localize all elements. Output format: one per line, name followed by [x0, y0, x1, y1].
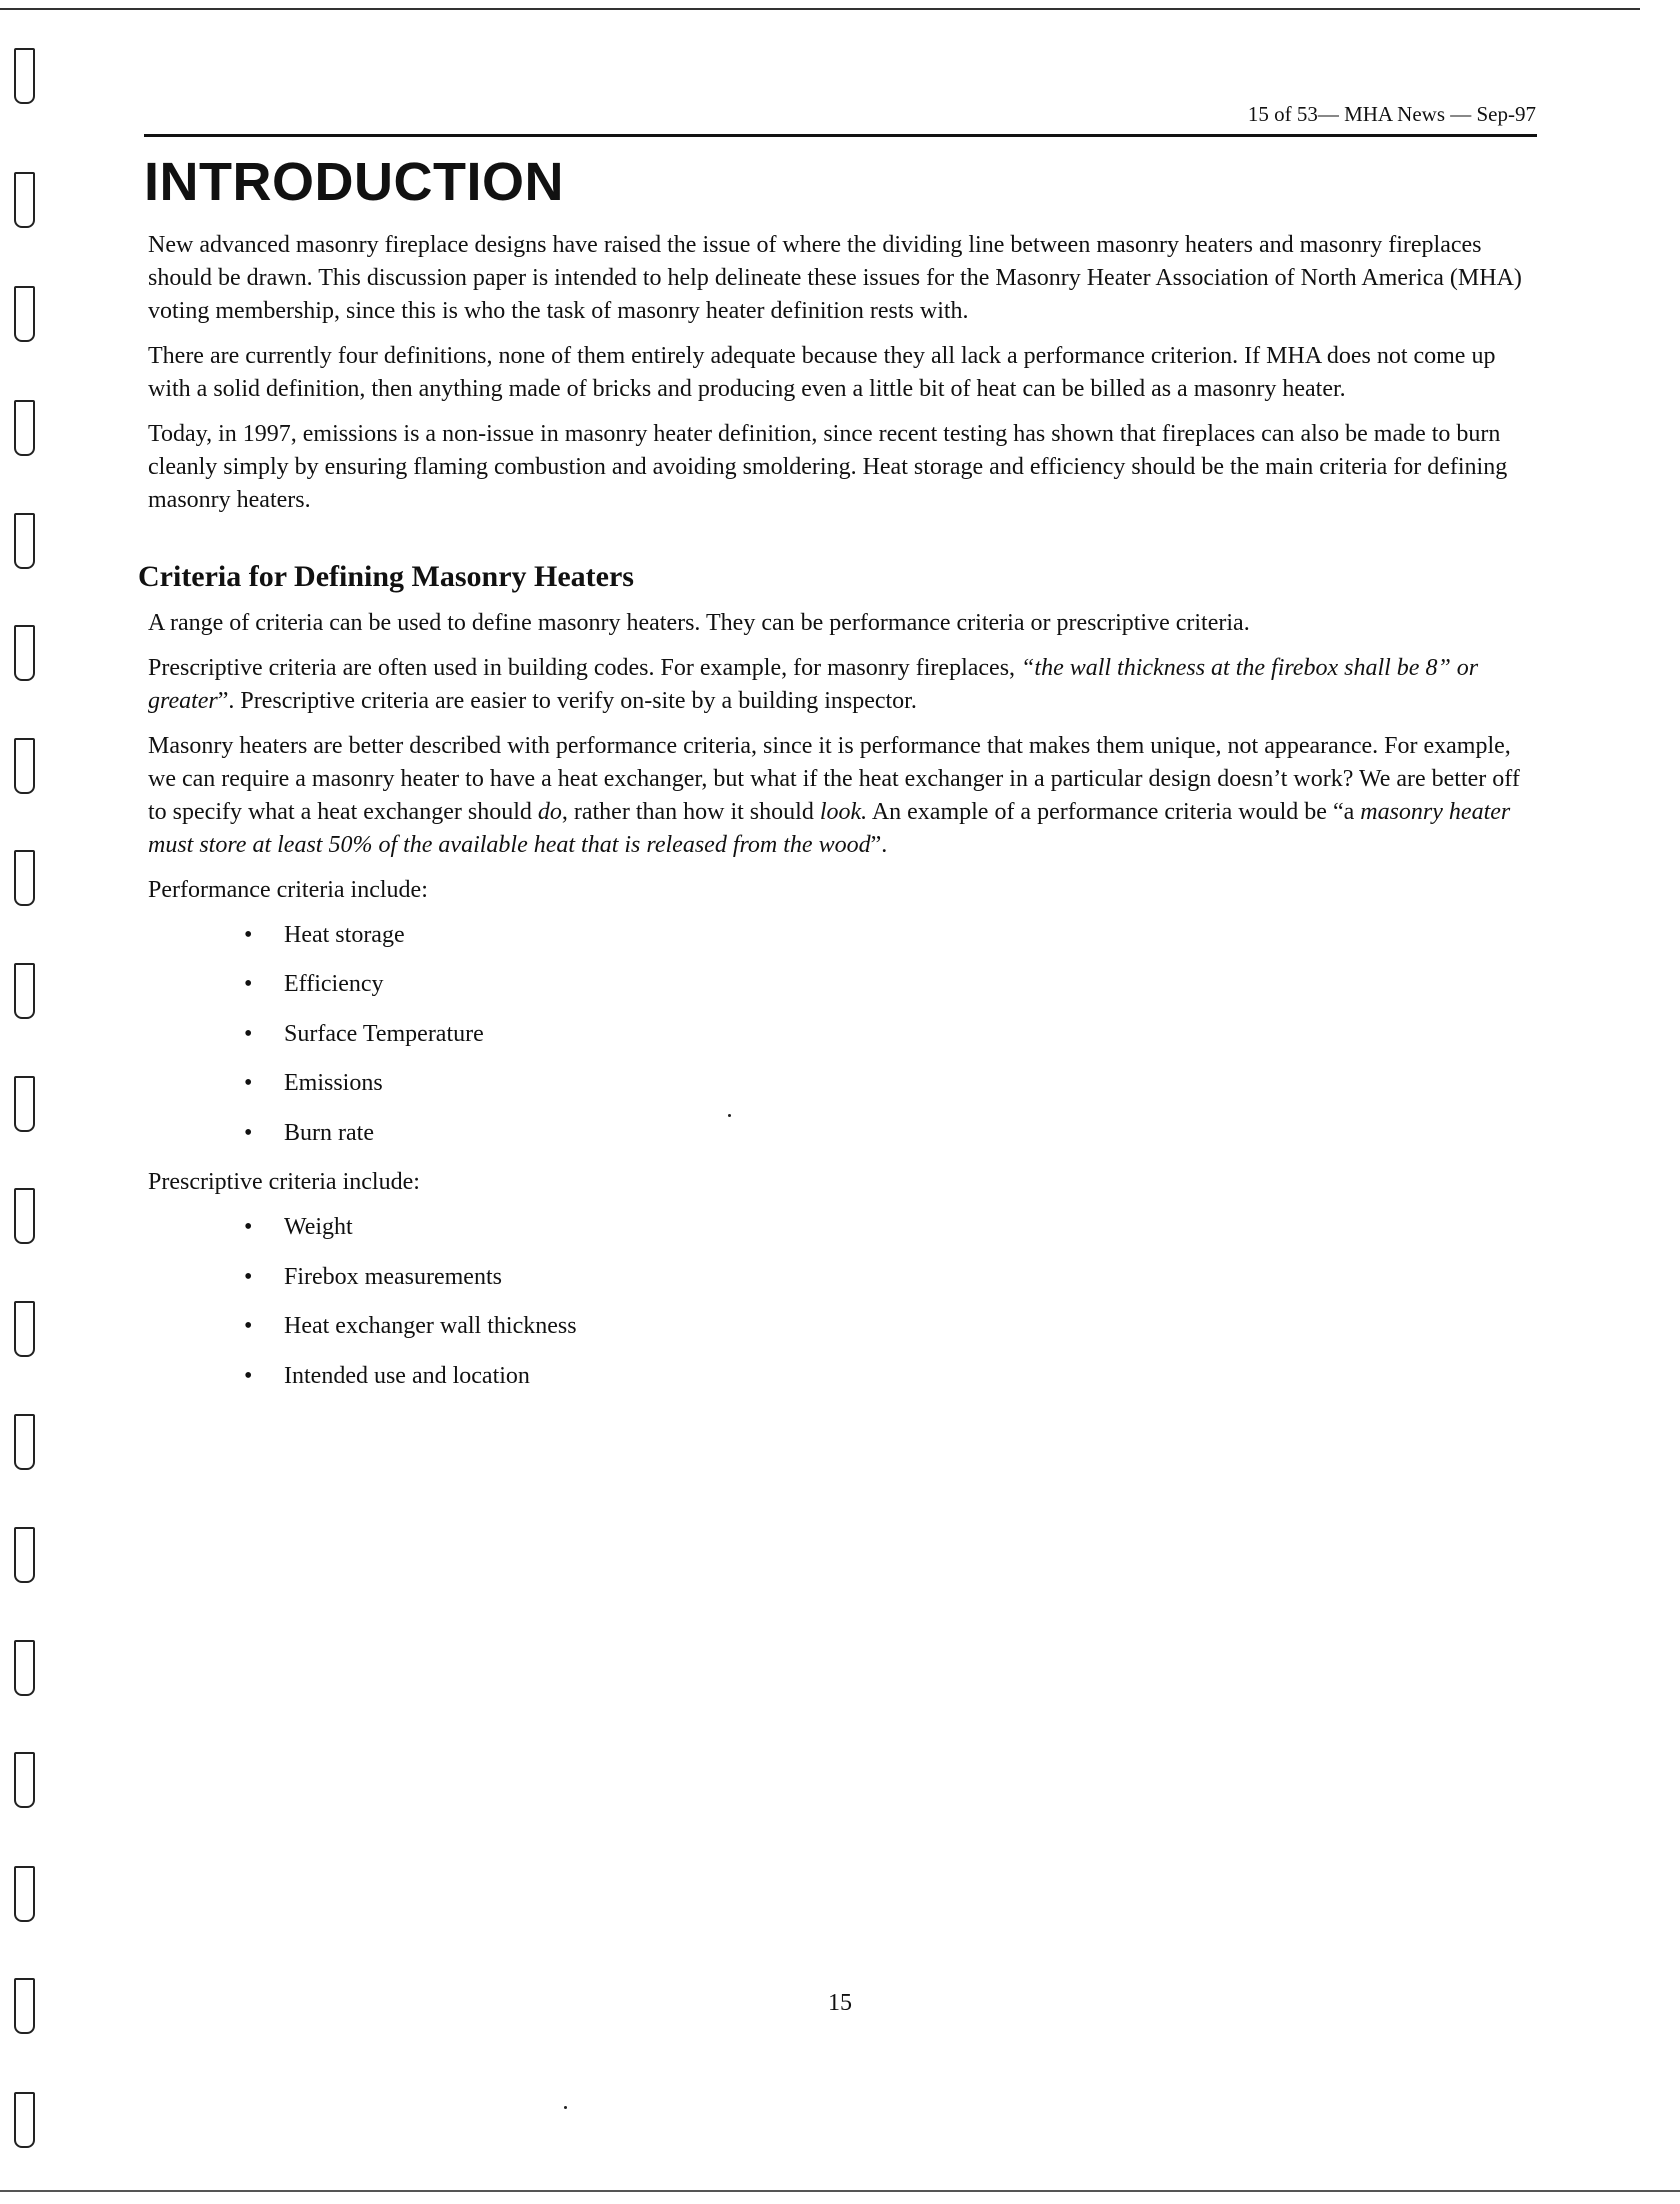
list-item-label: Surface Temperature [284, 1020, 484, 1047]
criteria-paragraph-1: A range of criteria can be used to define masonry heaters. They can be performance criteria or prescriptive criteria. [148, 609, 1250, 636]
text-run: Prescriptive criteria are often used in building codes. For example, for masonry fireplaces, [148, 654, 1022, 681]
scan-top-edge-line [0, 8, 1640, 10]
bullet-icon: • [244, 1070, 253, 1097]
list-item [148, 1360, 1538, 1393]
criteria-paragraph-3 [148, 730, 1538, 862]
list-item-label: Burn rate [284, 1119, 374, 1146]
performance-criteria-list [148, 919, 1538, 1150]
binder-hole-icon [14, 1752, 35, 1808]
list-item [148, 968, 1538, 1001]
scan-speck [728, 1114, 731, 1117]
text-run: , rather than how it should [561, 798, 820, 825]
italic-quote: masonry heater must store at least 50% of the available heat that is released from the wood [148, 798, 1511, 858]
list-item-label: Weight [284, 1214, 353, 1241]
intro-paragraph: There are currently four definitions, none of them entirely adequate because they all lack a performance criterion. If MHA does not come up with a solid definition, then anything made of bricks and producing even a little bit of heat can be billed as a masonry heater. [148, 342, 1496, 402]
italic-word: do [537, 798, 562, 825]
binder-hole-icon [14, 172, 35, 228]
running-header: 15 of 53— MHA News — Sep-97 [1247, 102, 1536, 126]
bullet-icon: • [244, 1263, 253, 1290]
binder-hole-icon [14, 1301, 35, 1357]
binder-hole-icon [14, 400, 35, 456]
list-item-label: Emissions [284, 1070, 383, 1097]
text-run: ”. Prescriptive criteria are easier to verify on-site by a building inspector. [217, 687, 917, 714]
page-content [138, 150, 1538, 1409]
binder-hole-icon [14, 1188, 35, 1244]
list-item-label: Firebox measurements [284, 1263, 502, 1290]
binder-hole-icon [14, 1076, 35, 1132]
list-item [148, 1261, 1538, 1294]
prescriptive-criteria-list [148, 1211, 1538, 1393]
list-item [148, 1310, 1538, 1343]
binder-hole-icon [14, 48, 35, 104]
page-title: INTRODUCTION [144, 152, 564, 212]
prescriptive-criteria-intro: Prescriptive criteria include: [148, 1169, 420, 1196]
bullet-icon: • [244, 1214, 253, 1241]
bullet-icon: • [244, 921, 253, 948]
text-run: ”. [870, 831, 888, 858]
criteria-paragraph-2 [148, 652, 1538, 718]
binder-hole-icon [14, 850, 35, 906]
list-item [148, 1067, 1538, 1100]
section-heading: Criteria for Defining Masonry Heaters [138, 559, 634, 593]
binder-hole-icon [14, 1866, 35, 1922]
bullet-icon: • [244, 1119, 253, 1146]
list-item-label: Heat storage [284, 921, 405, 948]
italic-quote: “the wall thickness at the firebox shall be 8” or greater [148, 654, 1479, 714]
binder-hole-icon [14, 738, 35, 794]
binder-hole-icon [14, 286, 35, 342]
text-run: An example of a performance criteria would be “a [867, 798, 1361, 825]
page-number: 15 [828, 1990, 852, 2016]
binder-hole-icon [14, 1527, 35, 1583]
list-item-label: Intended use and location [284, 1362, 530, 1389]
list-item [148, 919, 1538, 952]
binder-hole-icon [14, 1414, 35, 1470]
list-item [148, 1117, 1538, 1150]
list-item [148, 1211, 1538, 1244]
bullet-icon: • [244, 971, 253, 998]
binder-hole-icon [14, 1640, 35, 1696]
binder-hole-icon [14, 513, 35, 569]
scan-bottom-edge-line [0, 2190, 1680, 2192]
bullet-icon: • [244, 1020, 253, 1047]
header-rule [144, 134, 1537, 137]
binder-hole-icon [14, 963, 35, 1019]
bullet-icon: • [244, 1313, 253, 1340]
bullet-icon: • [244, 1362, 253, 1389]
binder-hole-icon [14, 1978, 35, 2034]
list-item [148, 1018, 1538, 1051]
binder-hole-icon [14, 625, 35, 681]
italic-word: look. [819, 798, 868, 825]
scan-speck [564, 2106, 567, 2109]
list-item-label: Efficiency [284, 971, 384, 998]
binder-hole-icon [14, 2092, 35, 2148]
intro-paragraph: New advanced masonry fireplace designs have raised the issue of where the dividing line between masonry heaters and masonry fireplaces should be drawn. This discussion paper is intended to help delineate these issues for the Masonry Heater Association of North America (MHA) voting membership, since this is who the task of masonry heater definition rests with. [148, 231, 1522, 324]
performance-criteria-intro: Performance criteria include: [148, 876, 428, 903]
intro-paragraph: Today, in 1997, emissions is a non-issue in masonry heater definition, since recent testing has shown that fireplaces can also be made to burn cleanly simply by ensuring flaming combustion and avoiding smoldering. Heat storage and efficiency should be the main criteria for defining masonry heaters. [148, 420, 1508, 513]
list-item-label: Heat exchanger wall thickness [284, 1313, 577, 1340]
text-run: Masonry heaters are better described with performance criteria, since it is performance that makes them unique, not appearance. For example, we can require a masonry heater to have a heat exchanger, but what if the heat exchanger in a particular design doesn’t work? We are better off to specify what a heat exchanger should [148, 732, 1520, 825]
